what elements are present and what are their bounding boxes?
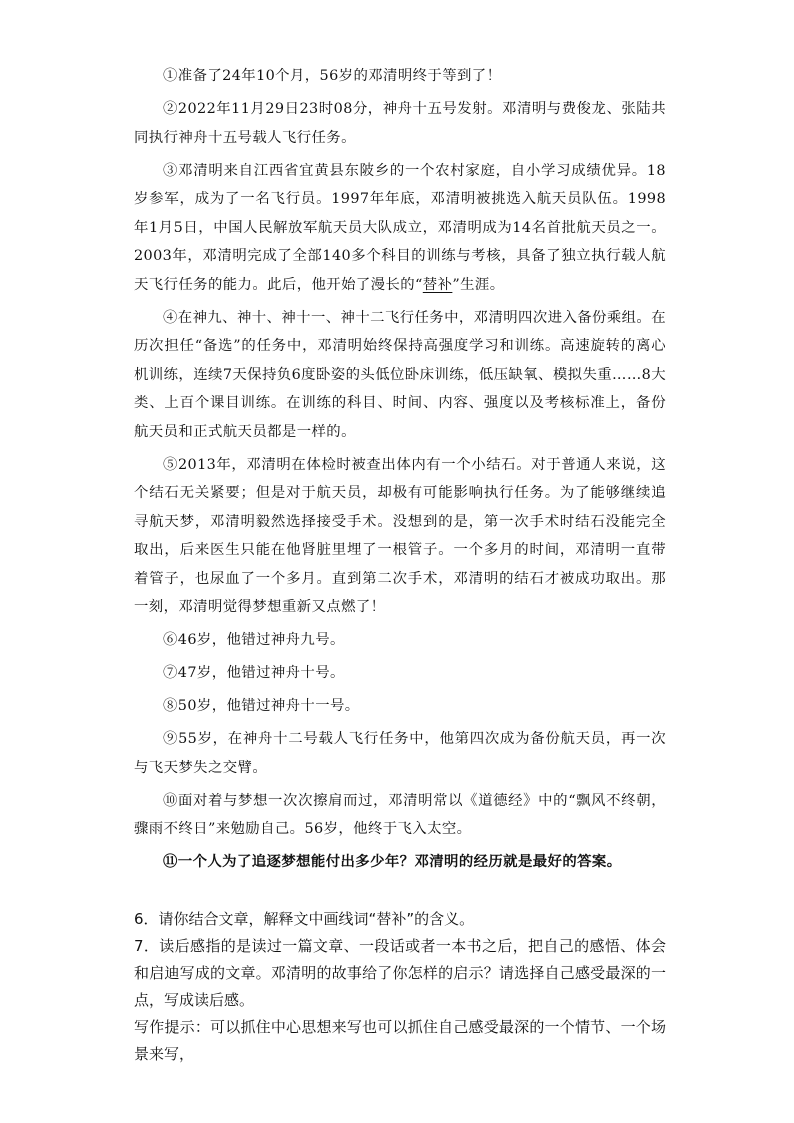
paragraph-8: ⑧50岁，他错过神舟十一号。: [163, 698, 360, 714]
paragraph-3: [134, 157, 666, 300]
paragraph-10: ⑩面对着与梦想一次次擦肩而过，邓清明常以《道德经》中的“飘风不终朝，骤雨不终日”来勉励自己。56岁，他终于飞入太空。: [134, 792, 666, 837]
reading-passage: [134, 62, 666, 881]
paragraph-3-text: ③邓清明来自江西省宜黄县东陂乡的一个农村家庭，自小学习成绩优异。18岁参军，成为了一名飞行员。1997年年底，邓清明被挑选入航天员队伍。1998年1月5日，中国人民解放军航天员大队成立，邓清明成为14名首批航天员之一。2003年，邓清明完成了全部140多个科目的训练与考核，具备了独立执行载人航天飞行任务的能力。此后，他开始了漫长的“: [134, 162, 666, 293]
paragraph-1: ①准备了24年10个月，56岁的邓清明终于等到了！: [163, 68, 502, 84]
question-6: 6．请你结合文章，解释文中画线词“替补”的含义。: [134, 910, 475, 928]
writing-tip: 写作提示：可以抓住中心思想来写也可以抓住自己感受最深的一个情节、一个场景来写，: [134, 1018, 666, 1063]
question-7: 7．读后感指的是读过一篇文章、一段话或者一本书之后，把自己的感悟、体会和启迪写成的文章。邓清明的故事给了你怎样的启示？请选择自己感受最深的一点，写成读后感。: [134, 937, 666, 1009]
paragraph-5: ⑤2013年，邓清明在体检时被查出体内有一个小结石。对于普通人来说，这个结石无关紧要；但是对于航天员，却极有可能影响执行任务。为了能够继续追寻航天梦，邓清明毅然选择接受手术。没想到的是，第一次手术时结石没能完全取出，后来医生只能在他肾脏里埋了一根管子。一个多月的时间，邓清明一直带着管子，也尿血了一个多月。直到第二次手术，邓清明的结石才被成功取出。那一刻，邓清明觉得梦想重新又点燃了！: [134, 456, 666, 615]
paragraph-11: ⑪一个人为了追逐梦想能付出多少年？邓清明的经历就是最好的答案。: [163, 853, 622, 870]
paragraph-6: ⑥46岁，他错过神舟九号。: [163, 632, 345, 648]
paragraph-2: ②2022年11月29日23时08分，神舟十五号发射。邓清明与费俊龙、张陆共同执行神舟十五号载人飞行任务。: [134, 101, 666, 146]
paragraph-9: ⑨55岁，在神舟十二号载人飞行任务中，他第四次成为备份航天员，再一次与飞天梦失之交臂。: [134, 731, 666, 776]
underlined-word: 替补: [422, 276, 453, 293]
paragraph-7: ⑦47岁，他错过神舟十号。: [163, 665, 345, 681]
question-section: [134, 906, 666, 1068]
paragraph-4: ④在神九、神十、神十一、神十二飞行任务中，邓清明四次进入备份乘组。在历次担任“备选”的任务中，邓清明始终保持高强度学习和训练。高速旋转的离心机训练，连续7天保持负6度卧姿的头低位卧床训练，低压缺氧、模拟失重……8大类、上百个课目训练。在训练的科目、时间、内容、强度以及考核标准上，备份航天员和正式航天员都是一样的。: [134, 309, 666, 440]
paragraph-3-tail: ”生涯。: [452, 276, 505, 293]
